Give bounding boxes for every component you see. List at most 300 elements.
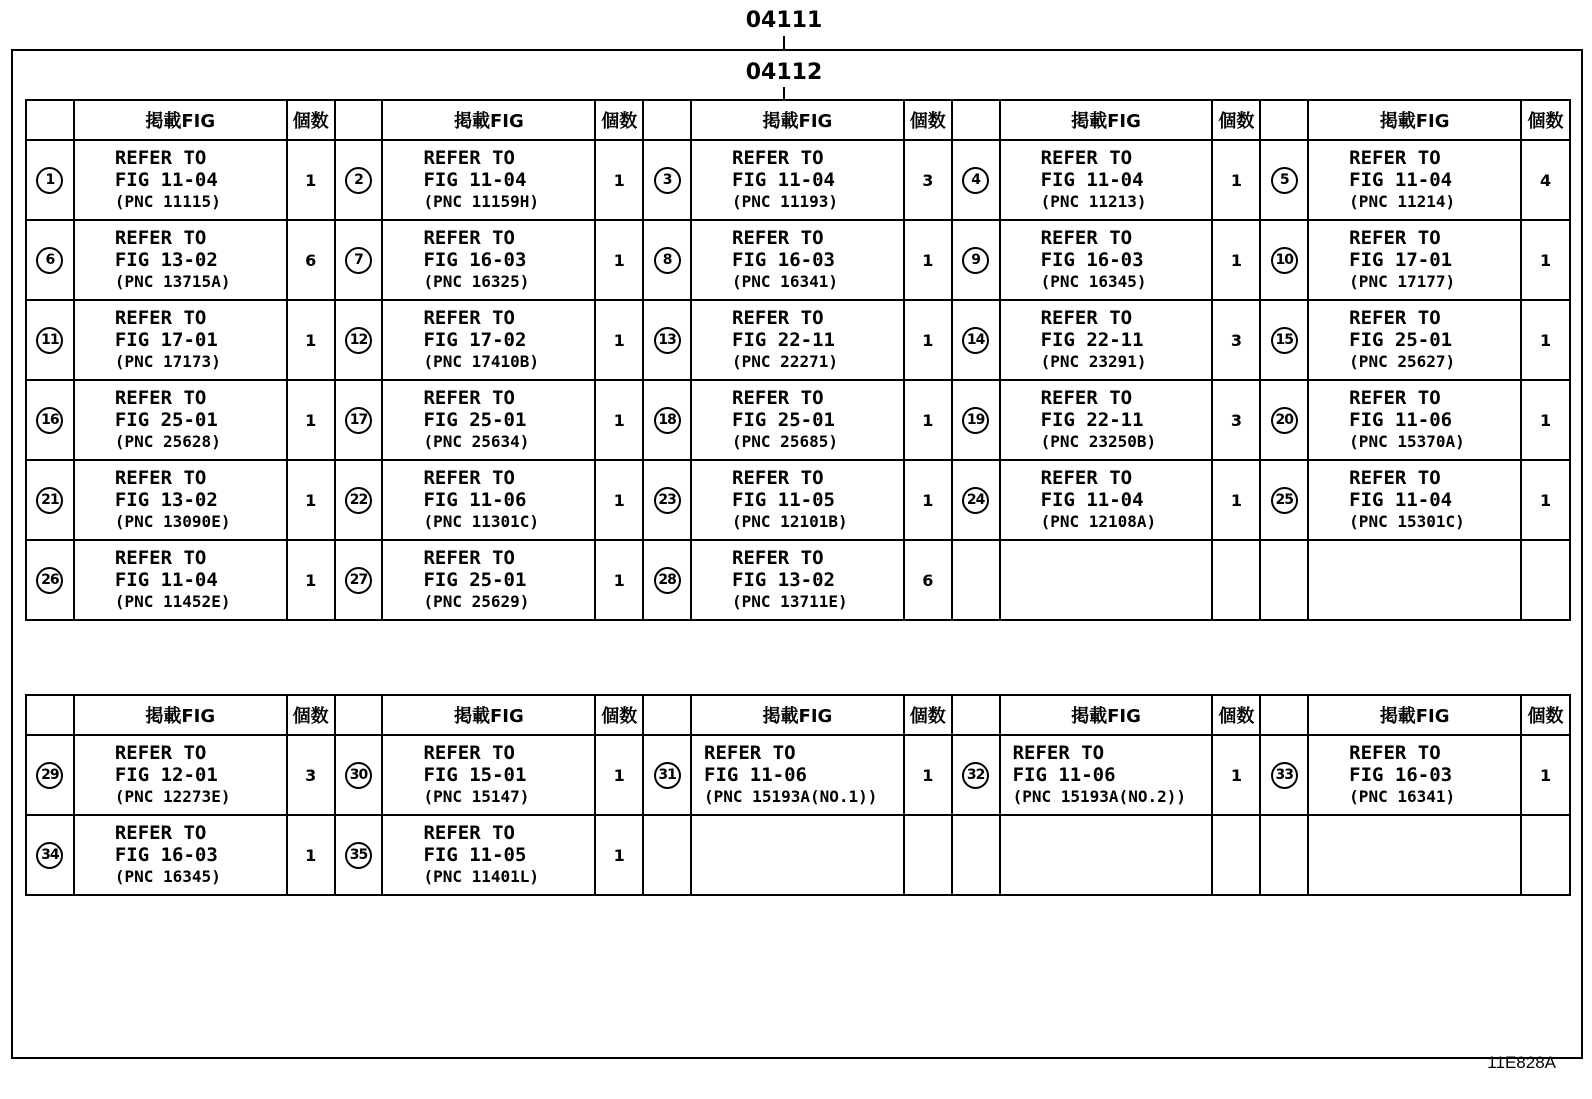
fig-reference-cell bbox=[74, 300, 287, 380]
item-number-cell bbox=[952, 140, 1000, 220]
item-number-cell bbox=[643, 460, 691, 540]
quantity-cell: 1 bbox=[1521, 300, 1570, 380]
quantity-cell: 4 bbox=[1521, 140, 1570, 220]
item-number-badge: 17 bbox=[345, 407, 372, 434]
refer-to-text: REFER TO bbox=[114, 742, 207, 764]
fig-number-text: FIG 17-02 bbox=[423, 329, 527, 351]
fig-column-header: 掲載FIG bbox=[1308, 100, 1521, 140]
refer-to-text: REFER TO bbox=[114, 147, 207, 169]
quantity-cell: 1 bbox=[287, 140, 335, 220]
item-number-cell bbox=[643, 815, 691, 895]
fig-number-text: FIG 17-01 bbox=[114, 329, 218, 351]
quantity-cell bbox=[1521, 540, 1570, 620]
refer-to-text: REFER TO bbox=[1349, 387, 1441, 409]
refer-to-text: REFER TO bbox=[1349, 227, 1441, 249]
pnc-text: (PNC 17173) bbox=[114, 352, 221, 371]
fig-number-text: FIG 13-02 bbox=[114, 489, 218, 511]
quantity-cell: 1 bbox=[595, 540, 643, 620]
pnc-text: (PNC 15301C) bbox=[1349, 512, 1465, 531]
quantity-cell: 1 bbox=[287, 380, 335, 460]
qty-column-header: 個数 bbox=[595, 100, 643, 140]
fig-reference-cell bbox=[382, 380, 595, 460]
quantity-cell: 1 bbox=[1521, 220, 1570, 300]
qty-column-header: 個数 bbox=[287, 695, 335, 735]
quantity-cell: 1 bbox=[1212, 140, 1260, 220]
fig-reference-cell bbox=[74, 460, 287, 540]
qty-column-header: 個数 bbox=[287, 100, 335, 140]
pnc-text: (PNC 23250B) bbox=[1040, 432, 1157, 451]
fig-number-text: FIG 17-01 bbox=[1349, 249, 1453, 271]
pnc-text: (PNC 16345) bbox=[114, 867, 221, 886]
quantity-cell: 1 bbox=[904, 460, 952, 540]
fig-reference-cell bbox=[382, 300, 595, 380]
quantity-cell: 3 bbox=[287, 735, 335, 815]
item-number-cell bbox=[335, 380, 383, 460]
fig-column-header: 掲載FIG bbox=[691, 100, 904, 140]
header-blank-cell bbox=[26, 695, 74, 735]
fig-column-header: 掲載FIG bbox=[382, 100, 595, 140]
quantity-cell: 1 bbox=[595, 380, 643, 460]
fig-reference-cell bbox=[1000, 300, 1213, 380]
header-blank-cell bbox=[335, 100, 383, 140]
item-number-badge: 7 bbox=[345, 247, 372, 274]
pnc-text: (PNC 25628) bbox=[114, 432, 221, 451]
item-number-badge: 12 bbox=[345, 327, 372, 354]
qty-column-header: 個数 bbox=[1212, 100, 1260, 140]
table-row bbox=[26, 460, 1570, 540]
refer-to-text: REFER TO bbox=[114, 387, 207, 409]
item-number-cell bbox=[1260, 815, 1308, 895]
item-number-cell bbox=[643, 300, 691, 380]
refer-to-text: REFER TO bbox=[732, 387, 824, 409]
fig-number-text: FIG 11-05 bbox=[732, 489, 835, 511]
pnc-text: (PNC 12101B) bbox=[732, 512, 848, 531]
fig-number-text: FIG 11-04 bbox=[114, 169, 218, 191]
fig-number-text: FIG 22-11 bbox=[1040, 409, 1144, 431]
item-number-badge: 21 bbox=[36, 487, 63, 514]
qty-column-header: 個数 bbox=[904, 695, 952, 735]
fig-reference-cell bbox=[74, 735, 287, 815]
fig-number-text: FIG 11-04 bbox=[1349, 489, 1453, 511]
qty-column-header: 個数 bbox=[595, 695, 643, 735]
fig-column-header: 掲載FIG bbox=[382, 695, 595, 735]
fig-column-header: 掲載FIG bbox=[1000, 695, 1213, 735]
refer-to-text: REFER TO bbox=[114, 547, 207, 569]
refer-to-text: REFER TO bbox=[1040, 307, 1133, 329]
item-number-badge: 19 bbox=[962, 407, 989, 434]
fig-number-text: FIG 16-03 bbox=[732, 249, 835, 271]
item-number-badge: 18 bbox=[654, 407, 681, 434]
refer-to-text: REFER TO bbox=[114, 227, 207, 249]
item-number-cell bbox=[26, 460, 74, 540]
item-number-cell bbox=[26, 380, 74, 460]
item-number-badge: 11 bbox=[36, 327, 63, 354]
item-number-cell bbox=[335, 140, 383, 220]
quantity-cell bbox=[1212, 540, 1260, 620]
fig-reference-cell bbox=[74, 815, 287, 895]
fig-reference-cell bbox=[1308, 380, 1521, 460]
item-number-cell bbox=[643, 540, 691, 620]
quantity-cell: 1 bbox=[1521, 460, 1570, 540]
fig-number-text: FIG 25-01 bbox=[1349, 329, 1453, 351]
fig-number-text: FIG 11-06 bbox=[423, 489, 527, 511]
pnc-text: (PNC 16341) bbox=[732, 272, 838, 291]
quantity-cell: 3 bbox=[1212, 380, 1260, 460]
item-number-cell bbox=[952, 460, 1000, 540]
quantity-cell bbox=[1212, 815, 1260, 895]
quantity-cell: 1 bbox=[904, 300, 952, 380]
pnc-text: (PNC 13715A) bbox=[114, 272, 231, 291]
refer-to-text: REFER TO bbox=[423, 547, 515, 569]
fig-reference-cell bbox=[1000, 380, 1213, 460]
fig-reference-cell bbox=[382, 220, 595, 300]
fig-number-text: FIG 22-11 bbox=[1040, 329, 1144, 351]
item-number-cell bbox=[335, 220, 383, 300]
quantity-cell: 1 bbox=[287, 300, 335, 380]
fig-number-text: FIG 25-01 bbox=[732, 409, 835, 431]
item-number-cell bbox=[26, 815, 74, 895]
quantity-cell: 6 bbox=[287, 220, 335, 300]
header-blank-cell bbox=[952, 100, 1000, 140]
header-blank-cell bbox=[1260, 100, 1308, 140]
item-number-cell bbox=[1260, 460, 1308, 540]
item-number-cell bbox=[1260, 540, 1308, 620]
item-number-badge: 24 bbox=[962, 487, 989, 514]
fig-number-text: FIG 11-04 bbox=[114, 569, 218, 591]
item-number-badge: 22 bbox=[345, 487, 372, 514]
refer-to-text: REFER TO bbox=[1012, 742, 1105, 764]
header-blank-cell bbox=[643, 695, 691, 735]
item-number-cell bbox=[335, 300, 383, 380]
item-number-cell bbox=[26, 540, 74, 620]
item-number-badge: 6 bbox=[36, 247, 63, 274]
outer-leader-line bbox=[783, 36, 785, 49]
pnc-text: (PNC 13711E) bbox=[732, 592, 848, 611]
quantity-cell: 1 bbox=[595, 735, 643, 815]
pnc-text: (PNC 16345) bbox=[1040, 272, 1147, 291]
item-number-cell bbox=[1260, 220, 1308, 300]
item-number-cell bbox=[335, 735, 383, 815]
quantity-cell: 6 bbox=[904, 540, 952, 620]
header-blank-cell bbox=[1260, 695, 1308, 735]
fig-reference-cell bbox=[1308, 815, 1521, 895]
pnc-text: (PNC 11159H) bbox=[423, 192, 540, 211]
table-row bbox=[26, 300, 1570, 380]
item-number-badge: 35 bbox=[345, 842, 372, 869]
item-number-badge: 25 bbox=[1271, 487, 1298, 514]
item-number-badge: 9 bbox=[962, 247, 989, 274]
fig-reference-cell bbox=[382, 460, 595, 540]
item-number-badge: 28 bbox=[654, 567, 681, 594]
outer-assembly-code: 04111 bbox=[745, 8, 823, 33]
fig-reference-cell bbox=[691, 140, 904, 220]
quantity-cell: 1 bbox=[1212, 220, 1260, 300]
item-number-cell bbox=[643, 380, 691, 460]
refer-to-text: REFER TO bbox=[732, 227, 824, 249]
refer-to-text: REFER TO bbox=[732, 147, 824, 169]
fig-number-text: FIG 11-06 bbox=[1349, 409, 1453, 431]
fig-reference-cell bbox=[691, 815, 904, 895]
qty-column-header: 個数 bbox=[1521, 695, 1570, 735]
fig-number-text: FIG 15-01 bbox=[423, 764, 527, 786]
quantity-cell: 1 bbox=[287, 540, 335, 620]
fig-reference-cell bbox=[1308, 540, 1521, 620]
refer-to-text: REFER TO bbox=[423, 822, 515, 844]
fig-reference-cell bbox=[691, 735, 904, 815]
refer-to-text: REFER TO bbox=[114, 307, 207, 329]
fig-column-header: 掲載FIG bbox=[691, 695, 904, 735]
pnc-text: (PNC 17410B) bbox=[423, 352, 540, 371]
quantity-cell: 3 bbox=[1212, 300, 1260, 380]
item-number-cell bbox=[1260, 735, 1308, 815]
inner-assembly-code: 04112 bbox=[745, 60, 823, 85]
refer-to-text: REFER TO bbox=[732, 547, 824, 569]
quantity-cell: 1 bbox=[1521, 735, 1570, 815]
refer-to-text: REFER TO bbox=[423, 227, 515, 249]
fig-column-header: 掲載FIG bbox=[74, 100, 287, 140]
fig-number-text: FIG 11-04 bbox=[1040, 169, 1144, 191]
header-row bbox=[26, 695, 1570, 735]
item-number-cell bbox=[1260, 380, 1308, 460]
pnc-text: (PNC 11401L) bbox=[423, 867, 540, 886]
pnc-text: (PNC 25627) bbox=[1349, 352, 1456, 371]
header-blank-cell bbox=[952, 695, 1000, 735]
refer-to-text: REFER TO bbox=[114, 467, 207, 489]
refer-to-text: REFER TO bbox=[732, 467, 824, 489]
fig-reference-cell bbox=[1000, 815, 1213, 895]
refer-to-text: REFER TO bbox=[1349, 307, 1441, 329]
item-number-cell bbox=[335, 815, 383, 895]
item-number-cell bbox=[335, 540, 383, 620]
quantity-cell: 1 bbox=[1212, 735, 1260, 815]
fig-reference-cell bbox=[1308, 140, 1521, 220]
item-number-badge: 20 bbox=[1271, 407, 1298, 434]
fig-number-text: FIG 11-06 bbox=[1012, 764, 1116, 786]
fig-reference-cell bbox=[74, 220, 287, 300]
fig-reference-cell bbox=[382, 815, 595, 895]
fig-reference-cell bbox=[1308, 735, 1521, 815]
refer-to-text: REFER TO bbox=[423, 742, 515, 764]
item-number-badge: 33 bbox=[1271, 762, 1298, 789]
item-number-cell bbox=[643, 735, 691, 815]
refer-to-text: REFER TO bbox=[1040, 467, 1133, 489]
item-number-badge: 2 bbox=[345, 167, 372, 194]
item-number-cell bbox=[26, 140, 74, 220]
fig-reference-cell bbox=[1308, 300, 1521, 380]
item-number-badge: 34 bbox=[36, 842, 63, 869]
quantity-cell: 1 bbox=[904, 380, 952, 460]
table-row bbox=[26, 380, 1570, 460]
fig-number-text: FIG 11-04 bbox=[732, 169, 835, 191]
quantity-cell: 1 bbox=[287, 815, 335, 895]
table-row bbox=[26, 735, 1570, 815]
item-number-badge: 4 bbox=[962, 167, 989, 194]
item-number-badge: 13 bbox=[654, 327, 681, 354]
fig-column-header: 掲載FIG bbox=[74, 695, 287, 735]
fig-reference-cell bbox=[1000, 735, 1213, 815]
item-number-badge: 5 bbox=[1271, 167, 1298, 194]
item-number-badge: 23 bbox=[654, 487, 681, 514]
quantity-cell: 1 bbox=[904, 735, 952, 815]
fig-reference-cell bbox=[74, 540, 287, 620]
item-number-badge: 14 bbox=[962, 327, 989, 354]
quantity-cell: 1 bbox=[1521, 380, 1570, 460]
pnc-text: (PNC 25634) bbox=[423, 432, 530, 451]
quantity-cell: 1 bbox=[287, 460, 335, 540]
refer-to-text: REFER TO bbox=[1040, 227, 1133, 249]
refer-to-text: REFER TO bbox=[423, 467, 515, 489]
fig-reference-cell bbox=[1000, 220, 1213, 300]
item-number-badge: 8 bbox=[654, 247, 681, 274]
pnc-text: (PNC 17177) bbox=[1349, 272, 1456, 291]
pnc-text: (PNC 12108A) bbox=[1040, 512, 1157, 531]
header-row bbox=[26, 100, 1570, 140]
refer-to-text: REFER TO bbox=[732, 307, 824, 329]
pnc-text: (PNC 11452E) bbox=[114, 592, 231, 611]
fig-reference-cell bbox=[382, 140, 595, 220]
table-row bbox=[26, 220, 1570, 300]
item-number-badge: 3 bbox=[654, 167, 681, 194]
fig-reference-cell bbox=[691, 300, 904, 380]
item-number-cell bbox=[952, 735, 1000, 815]
header-blank-cell bbox=[335, 695, 383, 735]
qty-column-header: 個数 bbox=[1521, 100, 1570, 140]
pnc-text: (PNC 11213) bbox=[1040, 192, 1147, 211]
fig-number-text: FIG 11-04 bbox=[1040, 489, 1144, 511]
quantity-cell bbox=[1521, 815, 1570, 895]
fig-number-text: FIG 16-03 bbox=[114, 844, 218, 866]
fig-number-text: FIG 12-01 bbox=[114, 764, 218, 786]
fig-number-text: FIG 16-03 bbox=[1349, 764, 1453, 786]
pnc-text: (PNC 12273E) bbox=[114, 787, 231, 806]
item-number-badge: 1 bbox=[36, 167, 63, 194]
item-number-badge: 31 bbox=[654, 762, 681, 789]
pnc-text: (PNC 25685) bbox=[732, 432, 838, 451]
refer-to-text: REFER TO bbox=[1349, 467, 1441, 489]
quantity-cell: 1 bbox=[904, 220, 952, 300]
qty-column-header: 個数 bbox=[1212, 695, 1260, 735]
fig-number-text: FIG 11-04 bbox=[423, 169, 527, 191]
fig-number-text: FIG 11-04 bbox=[1349, 169, 1453, 191]
item-number-badge: 30 bbox=[345, 762, 372, 789]
fig-number-text: FIG 16-03 bbox=[423, 249, 527, 271]
fig-column-header: 掲載FIG bbox=[1308, 695, 1521, 735]
fig-column-header: 掲載FIG bbox=[1000, 100, 1213, 140]
fig-number-text: FIG 13-02 bbox=[732, 569, 835, 591]
fig-reference-cell bbox=[691, 380, 904, 460]
item-number-cell bbox=[952, 380, 1000, 460]
quantity-cell bbox=[904, 815, 952, 895]
reference-table-2 bbox=[25, 694, 1571, 896]
quantity-cell: 1 bbox=[595, 140, 643, 220]
fig-reference-cell bbox=[1000, 460, 1213, 540]
fig-number-text: FIG 16-03 bbox=[1040, 249, 1144, 271]
fig-number-text: FIG 25-01 bbox=[423, 409, 527, 431]
pnc-text: (PNC 15193A(NO.2)) bbox=[1012, 787, 1186, 806]
quantity-cell: 3 bbox=[904, 140, 952, 220]
item-number-cell bbox=[335, 460, 383, 540]
fig-reference-cell bbox=[382, 540, 595, 620]
fig-reference-cell bbox=[691, 540, 904, 620]
fig-reference-cell bbox=[691, 460, 904, 540]
item-number-badge: 27 bbox=[345, 567, 372, 594]
fig-number-text: FIG 11-06 bbox=[704, 764, 807, 786]
header-blank-cell bbox=[643, 100, 691, 140]
pnc-text: (PNC 11115) bbox=[114, 192, 221, 211]
fig-reference-cell bbox=[1308, 220, 1521, 300]
table-row bbox=[26, 140, 1570, 220]
fig-number-text: FIG 13-02 bbox=[114, 249, 218, 271]
fig-reference-cell bbox=[1000, 540, 1213, 620]
item-number-badge: 10 bbox=[1271, 247, 1298, 274]
item-number-badge: 29 bbox=[36, 762, 63, 789]
pnc-text: (PNC 13090E) bbox=[114, 512, 231, 531]
fig-reference-cell bbox=[691, 220, 904, 300]
item-number-cell bbox=[26, 300, 74, 380]
item-number-badge: 15 bbox=[1271, 327, 1298, 354]
table-row bbox=[26, 815, 1570, 895]
fig-number-text: FIG 25-01 bbox=[114, 409, 218, 431]
refer-to-text: REFER TO bbox=[704, 742, 796, 764]
quantity-cell: 1 bbox=[595, 460, 643, 540]
fig-reference-cell bbox=[1308, 460, 1521, 540]
refer-to-text: REFER TO bbox=[1349, 742, 1441, 764]
item-number-badge: 16 bbox=[36, 407, 63, 434]
pnc-text: (PNC 11301C) bbox=[423, 512, 540, 531]
table-row bbox=[26, 540, 1570, 620]
item-number-cell bbox=[952, 540, 1000, 620]
pnc-text: (PNC 25629) bbox=[423, 592, 530, 611]
fig-reference-cell bbox=[74, 380, 287, 460]
item-number-cell bbox=[26, 735, 74, 815]
refer-to-text: REFER TO bbox=[423, 147, 515, 169]
fig-reference-cell bbox=[74, 140, 287, 220]
item-number-cell bbox=[1260, 140, 1308, 220]
item-number-cell bbox=[1260, 300, 1308, 380]
pnc-text: (PNC 11214) bbox=[1349, 192, 1456, 211]
refer-to-text: REFER TO bbox=[1349, 147, 1441, 169]
qty-column-header: 個数 bbox=[904, 100, 952, 140]
refer-to-text: REFER TO bbox=[423, 307, 515, 329]
pnc-text: (PNC 15193A(NO.1)) bbox=[704, 787, 878, 806]
refer-to-text: REFER TO bbox=[1040, 147, 1133, 169]
refer-to-text: REFER TO bbox=[1040, 387, 1133, 409]
header-blank-cell bbox=[26, 100, 74, 140]
quantity-cell: 1 bbox=[595, 300, 643, 380]
quantity-cell: 1 bbox=[1212, 460, 1260, 540]
figure-code: 11E828A bbox=[1487, 1053, 1556, 1072]
item-number-cell bbox=[643, 220, 691, 300]
fig-number-text: FIG 22-11 bbox=[732, 329, 835, 351]
fig-number-text: FIG 25-01 bbox=[423, 569, 527, 591]
quantity-cell: 1 bbox=[595, 220, 643, 300]
pnc-text: (PNC 16341) bbox=[1349, 787, 1456, 806]
pnc-text: (PNC 11193) bbox=[732, 192, 838, 211]
quantity-cell: 1 bbox=[595, 815, 643, 895]
fig-number-text: FIG 11-05 bbox=[423, 844, 527, 866]
pnc-text: (PNC 15147) bbox=[423, 787, 530, 806]
item-number-cell bbox=[952, 300, 1000, 380]
item-number-cell bbox=[952, 815, 1000, 895]
item-number-cell bbox=[952, 220, 1000, 300]
reference-table-1 bbox=[25, 99, 1571, 621]
item-number-cell bbox=[26, 220, 74, 300]
pnc-text: (PNC 15370A) bbox=[1349, 432, 1465, 451]
item-number-badge: 32 bbox=[962, 762, 989, 789]
refer-to-text: REFER TO bbox=[423, 387, 515, 409]
pnc-text: (PNC 22271) bbox=[732, 352, 838, 371]
fig-reference-cell bbox=[382, 735, 595, 815]
